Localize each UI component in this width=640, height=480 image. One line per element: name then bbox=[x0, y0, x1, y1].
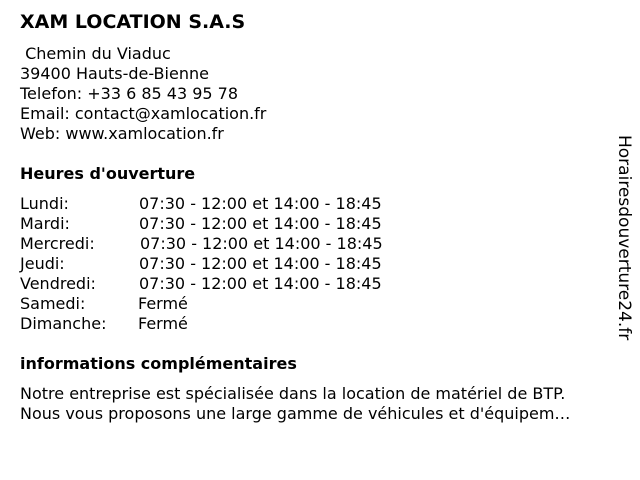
info-title: informations complémentaires bbox=[20, 354, 297, 373]
company-name: XAM LOCATION S.A.S bbox=[20, 11, 246, 33]
day-hours: 07:30 - 12:00 et 14:00 - 18:45 bbox=[139, 194, 382, 213]
day-hours: 07:30 - 12:00 et 14:00 - 18:45 bbox=[140, 234, 383, 253]
day-label: Jeudi: bbox=[20, 254, 65, 273]
day-hours: Fermé bbox=[138, 294, 188, 313]
day-hours: 07:30 - 12:00 et 14:00 - 18:45 bbox=[139, 274, 382, 293]
hours-title: Heures d'ouverture bbox=[20, 164, 196, 183]
day-label: Mardi: bbox=[20, 214, 70, 233]
company-email: Email: contact@xamlocation.fr bbox=[20, 104, 267, 123]
company-web: Web: www.xamlocation.fr bbox=[20, 124, 224, 143]
day-label: Lundi: bbox=[20, 194, 69, 213]
day-hours: 07:30 - 12:00 et 14:00 - 18:45 bbox=[139, 254, 382, 273]
day-label: Vendredi: bbox=[20, 274, 96, 293]
info-line-2: Nous vous proposons une large gamme de véhicules et d'équipem… bbox=[20, 404, 571, 423]
day-label: Dimanche: bbox=[20, 314, 107, 333]
day-label: Mercredi: bbox=[20, 234, 95, 253]
day-hours: Fermé bbox=[138, 314, 188, 333]
day-label: Samedi: bbox=[20, 294, 86, 313]
company-city: 39400 Hauts-de-Bienne bbox=[20, 64, 209, 83]
company-street: Chemin du Viaduc bbox=[20, 44, 171, 63]
info-line-1: Notre entreprise est spécialisée dans la location de matériel de BTP. bbox=[20, 384, 566, 403]
day-hours: 07:30 - 12:00 et 14:00 - 18:45 bbox=[139, 214, 382, 233]
watermark-text: Horairesdouverture24.fr bbox=[614, 135, 634, 341]
company-phone: Telefon: +33 6 85 43 95 78 bbox=[20, 84, 239, 103]
